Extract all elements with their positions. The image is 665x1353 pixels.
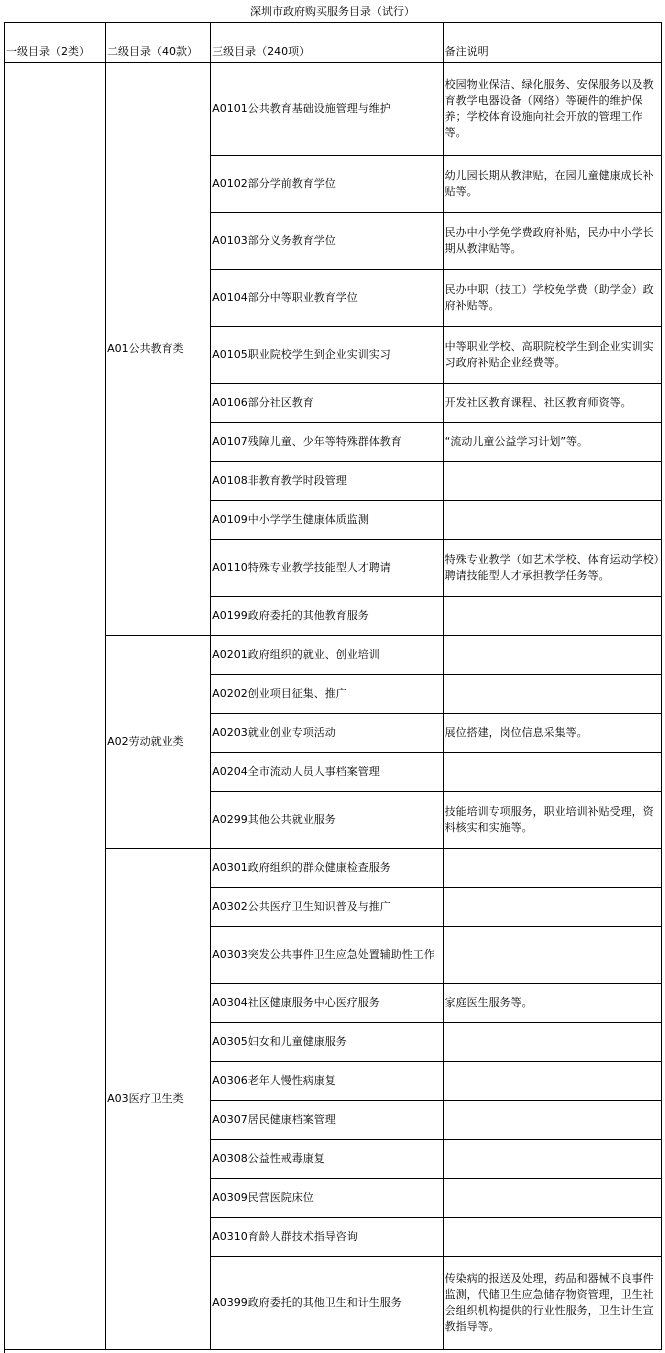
note-cell [443, 1179, 661, 1218]
service-catalog-table [4, 22, 662, 1350]
table-continuation [4, 1343, 663, 1353]
level3-item: A0104部分中等职业教育学位 [211, 270, 443, 327]
note-cell: 开发社区教育课程、社区教育师资等。 [443, 384, 661, 423]
level3-item: A0299其他公共就业服务 [211, 792, 443, 849]
note-cell: 校园物业保洁、绿化服务、安保服务以及教育教学电器设备（网络）等硬件的维护保养；学校体育设施向社会开放的管理工作等。 [443, 63, 661, 156]
note-cell [443, 462, 661, 501]
level3-item: A0203就业创业专项活动 [211, 714, 443, 753]
level3-item: A0307居民健康档案管理 [211, 1101, 443, 1140]
note-cell: 中等职业学校、高职院校学生到企业实训实习政府补贴企业经费等。 [443, 327, 661, 384]
note-cell [443, 636, 661, 675]
level3-item: A0102部分学前教育学位 [211, 156, 443, 213]
note-cell [443, 1218, 661, 1257]
level3-item: A0108非教育教学时段管理 [211, 462, 443, 501]
note-cell [443, 927, 661, 984]
level1-cell [5, 63, 106, 1350]
note-cell [443, 888, 661, 927]
level3-item: A0305妇女和儿童健康服务 [211, 1023, 443, 1062]
level2-category: A02劳动就业类 [106, 636, 211, 849]
level3-item: A0309民营医院床位 [211, 1179, 443, 1218]
note-cell [443, 597, 661, 636]
level3-item: A0202创业项目征集、推广 [211, 675, 443, 714]
page-title: 深圳市政府购买服务目录（试行） [250, 5, 415, 18]
level3-item: A0199政府委托的其他教育服务 [211, 597, 443, 636]
note-cell [443, 753, 661, 792]
level3-item: A0110特殊专业教学技能型人才聘请 [211, 540, 443, 597]
note-cell: 技能培训专项服务，职业培训补贴受理，资料核实和实施等。 [443, 792, 661, 849]
level3-item: A0399政府委托的其他卫生和计生服务 [211, 1257, 443, 1350]
level3-item: A0201政府组织的就业、创业培训 [211, 636, 443, 675]
note-cell [443, 1062, 661, 1101]
header-note: 备注说明 [443, 23, 661, 63]
level3-item: A0308公益性戒毒康复 [211, 1140, 443, 1179]
level3-item: A0302公共医疗卫生知识普及与推广 [211, 888, 443, 927]
level2-category: A01公共教育类 [106, 63, 211, 636]
note-cell: 幼儿园长期从教津贴，在园儿童健康成长补贴等。 [443, 156, 661, 213]
level3-item: A0101公共教育基础设施管理与维护 [211, 63, 443, 156]
level3-item: A0301政府组织的群众健康检查服务 [211, 849, 443, 888]
level3-item: A0304社区健康服务中心医疗服务 [211, 984, 443, 1023]
table-row [5, 63, 662, 156]
note-cell [443, 849, 661, 888]
level3-item: A0109中小学学生健康体质监测 [211, 501, 443, 540]
note-cell [443, 1140, 661, 1179]
note-cell: “流动儿童公益学习计划”等。 [443, 423, 661, 462]
table-header-row [5, 23, 662, 63]
level2-category: A03医疗卫生类 [106, 849, 211, 1350]
note-cell: 传染病的报送及处理，药品和器械不良事件监测，代储卫生应急储存物资管理，卫生社会组织机构提供的行业性服务，卫生计生宣教指导等。 [443, 1257, 661, 1350]
level3-item: A0306老年人慢性病康复 [211, 1062, 443, 1101]
header-level2: 二级目录（40款） [106, 23, 211, 63]
note-cell: 特殊专业教学（如艺术学校、体育运动学校）聘请技能型人才承担教学任务等。 [443, 540, 661, 597]
note-cell [443, 1101, 661, 1140]
level3-item: A0107残障儿童、少年等特殊群体教育 [211, 423, 443, 462]
note-cell: 民办中职（技工）学校免学费（助学金）政府补贴等。 [443, 270, 661, 327]
note-cell [443, 675, 661, 714]
level3-item: A0103部分义务教育学位 [211, 213, 443, 270]
note-cell: 展位搭建，岗位信息采集等。 [443, 714, 661, 753]
level3-item: A0303突发公共事件卫生应急处置辅助性工作 [211, 927, 443, 984]
note-cell: 家庭医生服务等。 [443, 984, 661, 1023]
header-level1: 一级目录（2类） [5, 23, 106, 63]
note-cell [443, 501, 661, 540]
level3-item: A0105职业院校学生到企业实训实习 [211, 327, 443, 384]
note-cell [443, 1023, 661, 1062]
note-cell: 民办中小学免学费政府补贴，民办中小学长期从教津贴等。 [443, 213, 661, 270]
level3-item: A0310育龄人群技术指导咨询 [211, 1218, 443, 1257]
level3-item: A0204全市流动人员人事档案管理 [211, 753, 443, 792]
level3-item: A0106部分社区教育 [211, 384, 443, 423]
header-level3: 三级目录（240项） [211, 23, 443, 63]
